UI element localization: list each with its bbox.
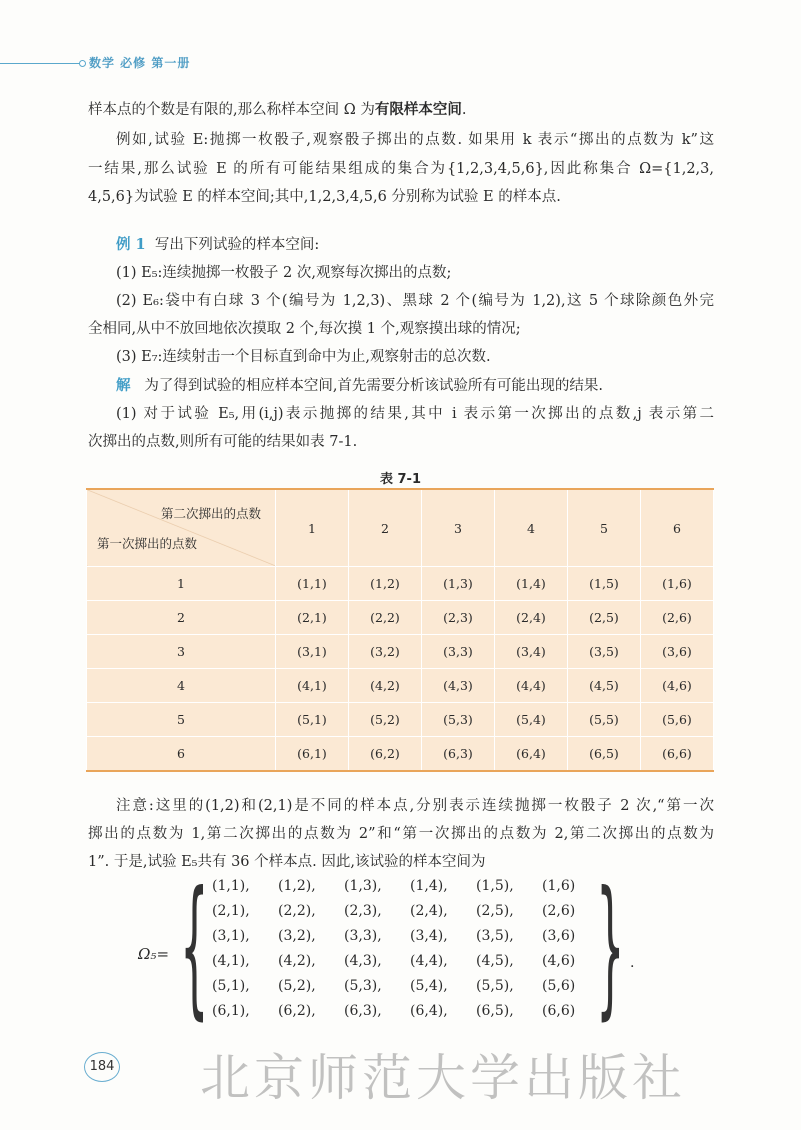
- row-axis-label: 第一次掷出的点数: [97, 536, 198, 551]
- table-cell: (2,5): [568, 601, 641, 635]
- row-header: 4: [87, 669, 276, 703]
- sample-point: (6,2),: [278, 1003, 316, 1019]
- column-header: 4: [495, 489, 568, 567]
- text-line: (3) E₇:连续射击一个目标直到命中为止,观察射击的总次数.: [116, 349, 491, 365]
- row-header: 1: [87, 567, 276, 601]
- table-header-row: [87, 489, 714, 567]
- text-line: (1) 对于试验 E₅,用(i,j)表示抛掷的结果,其中 i 表示第一次掷出的点数,j 表示第二: [116, 406, 714, 422]
- text-line: 4,5,6}为试验 E 的样本空间;其中,1,2,3,4,5,6 分别称为试验 E 的样本点.: [88, 189, 561, 205]
- sample-point: (2,1),: [212, 903, 250, 919]
- table-cell: (4,3): [422, 669, 495, 703]
- sample-point: (3,6): [542, 928, 576, 944]
- sample-space-matrix: [212, 878, 575, 1028]
- sample-space-end: .: [630, 955, 635, 971]
- example-title: 写出下列试验的样本空间:: [154, 237, 320, 253]
- sample-point: (3,3),: [344, 928, 382, 944]
- sample-point: (4,1),: [212, 953, 250, 969]
- publisher-watermark: 北京师范大学出版社: [200, 1049, 686, 1107]
- sample-point: (2,4),: [410, 903, 448, 919]
- table-corner-cell: [87, 489, 276, 567]
- sample-point: (4,5),: [476, 953, 514, 969]
- column-header: 2: [349, 489, 422, 567]
- sample-point: (5,6): [542, 978, 576, 994]
- text: 为了得到试验的相应样本空间,首先需要分析该试验所有可能出现的结果.: [144, 378, 604, 394]
- table-cell: (3,6): [641, 635, 714, 669]
- text-line: 一结果,那么试验 E 的所有可能结果组成的集合为{1,2,3,4,5,6},因此称集合 Ω={1,2,3,: [88, 161, 714, 177]
- table-cell: (4,2): [349, 669, 422, 703]
- sample-point: (6,6): [542, 1003, 576, 1019]
- table-row: [87, 669, 714, 703]
- table-cell: (5,5): [568, 703, 641, 737]
- table-cell: (2,4): [495, 601, 568, 635]
- text-line: (2) E₆:袋中有白球 3 个(编号为 1,2,3)、黑球 2 个(编号为 1,2),这 5 个球除颜色外完: [116, 293, 714, 309]
- table-cell: (2,3): [422, 601, 495, 635]
- column-axis-label: 第二次掷出的点数: [160, 506, 261, 521]
- sample-point: (5,3),: [344, 978, 382, 994]
- row-header: 2: [87, 601, 276, 635]
- right-brace: }: [596, 860, 625, 1034]
- table-row: [87, 601, 714, 635]
- table-cell: (1,1): [276, 567, 349, 601]
- text-line: 掷出的点数为 1,第二次掷出的点数为 2”和“第一次掷出的点数为 2,第二次掷出的点数为: [88, 826, 714, 842]
- table-row: [87, 737, 714, 772]
- column-header: 6: [641, 489, 714, 567]
- table-row: [87, 567, 714, 601]
- matrix-row: [212, 1003, 575, 1028]
- header-dot: [79, 60, 86, 67]
- example-label: 例 1: [116, 236, 146, 253]
- sample-point: (3,1),: [212, 928, 250, 944]
- table-cell: (3,4): [495, 635, 568, 669]
- sample-point: (1,2),: [278, 878, 316, 894]
- table-cell: (4,4): [495, 669, 568, 703]
- table-cell: (4,1): [276, 669, 349, 703]
- table-cell: (5,1): [276, 703, 349, 737]
- sample-point: (5,1),: [212, 978, 250, 994]
- sample-point: (5,5),: [476, 978, 514, 994]
- matrix-row: [212, 953, 575, 978]
- table-cell: (5,2): [349, 703, 422, 737]
- sample-point: (3,2),: [278, 928, 316, 944]
- sample-space-label: Ω₅=: [138, 945, 170, 963]
- sample-point: (1,6): [542, 878, 576, 894]
- table-cell: (4,6): [641, 669, 714, 703]
- table-cell: (6,2): [349, 737, 422, 772]
- sample-point: (1,5),: [476, 878, 514, 894]
- sample-point: (1,1),: [212, 878, 250, 894]
- table-cell: (1,2): [349, 567, 422, 601]
- text-line: 例如,试验 E:抛掷一枚骰子,观察骰子掷出的点数. 如果用 k 表示“掷出的点数为 k”这: [116, 132, 714, 148]
- text: 样本点的个数是有限的,那么称样本空间 Ω 为: [88, 102, 375, 118]
- sample-point: (5,4),: [410, 978, 448, 994]
- text-line: 全相同,从中不放回地依次摸取 2 个,每次摸 1 个,观察摸出球的情况;: [88, 321, 521, 337]
- sample-point: (2,6): [542, 903, 576, 919]
- table-cell: (5,6): [641, 703, 714, 737]
- table-cell: (3,3): [422, 635, 495, 669]
- page-number: 184: [84, 1052, 120, 1082]
- table-row: [87, 703, 714, 737]
- sample-point: (1,3),: [344, 878, 382, 894]
- sample-point: (4,2),: [278, 953, 316, 969]
- solution-label: 解: [116, 377, 131, 394]
- sample-point: (4,4),: [410, 953, 448, 969]
- sample-point: (3,5),: [476, 928, 514, 944]
- matrix-row: [212, 978, 575, 1003]
- text: .: [461, 102, 467, 118]
- table-cell: (3,5): [568, 635, 641, 669]
- table-cell: (5,4): [495, 703, 568, 737]
- sample-point: (6,1),: [212, 1003, 250, 1019]
- table-cell: (2,6): [641, 601, 714, 635]
- table-cell: (3,2): [349, 635, 422, 669]
- left-brace: {: [180, 860, 209, 1034]
- text-line: [88, 100, 714, 120]
- sample-point: (2,5),: [476, 903, 514, 919]
- table-cell: (6,5): [568, 737, 641, 772]
- sample-point: (4,6): [542, 953, 576, 969]
- column-header: 3: [422, 489, 495, 567]
- row-header: 5: [87, 703, 276, 737]
- text-line: 注意:这里的(1,2)和(2,1)是不同的样本点,分别表示连续抛掷一枚骰子 2 次,“第一次: [116, 798, 714, 814]
- table-cell: (6,4): [495, 737, 568, 772]
- table-cell: (1,3): [422, 567, 495, 601]
- table-cell: (4,5): [568, 669, 641, 703]
- sample-point: (5,2),: [278, 978, 316, 994]
- table-cell: (2,1): [276, 601, 349, 635]
- column-header: 5: [568, 489, 641, 567]
- sample-point: (3,4),: [410, 928, 448, 944]
- solution-line: [116, 376, 714, 396]
- table-cell: (6,1): [276, 737, 349, 772]
- table-cell: (5,3): [422, 703, 495, 737]
- text-line: (1) E₅:连续抛掷一枚骰子 2 次,观察每次掷出的点数;: [116, 265, 452, 281]
- table-cell: (3,1): [276, 635, 349, 669]
- matrix-row: [212, 928, 575, 953]
- outcomes-table: [86, 488, 714, 772]
- term-finite-sample-space: 有限样本空间: [374, 101, 462, 118]
- row-header: 3: [87, 635, 276, 669]
- table-caption: 表 7-1: [379, 472, 421, 487]
- sample-point: (6,3),: [344, 1003, 382, 1019]
- sample-point: (6,5),: [476, 1003, 514, 1019]
- matrix-row: [212, 903, 575, 928]
- table-cell: (2,2): [349, 601, 422, 635]
- example-heading: [116, 235, 714, 255]
- table-cell: (6,6): [641, 737, 714, 772]
- sample-point: (6,4),: [410, 1003, 448, 1019]
- table-row: [87, 635, 714, 669]
- sample-point: (1,4),: [410, 878, 448, 894]
- table-cell: (1,5): [568, 567, 641, 601]
- table-cell: (1,6): [641, 567, 714, 601]
- column-header: 1: [276, 489, 349, 567]
- sample-point: (2,2),: [278, 903, 316, 919]
- table-cell: (1,4): [495, 567, 568, 601]
- sample-point: (4,3),: [344, 953, 382, 969]
- row-header: 6: [87, 737, 276, 772]
- table-cell: (6,3): [422, 737, 495, 772]
- text-line: 次掷出的点数,则所有可能的结果如表 7-1.: [88, 434, 358, 450]
- running-title: 数学 必修 第一册: [89, 56, 191, 70]
- text-line: 1”. 于是,试验 E₅共有 36 个样本点. 因此,该试验的样本空间为: [88, 854, 486, 870]
- header-rule: [0, 63, 80, 64]
- sample-point: (2,3),: [344, 903, 382, 919]
- matrix-row: [212, 878, 575, 903]
